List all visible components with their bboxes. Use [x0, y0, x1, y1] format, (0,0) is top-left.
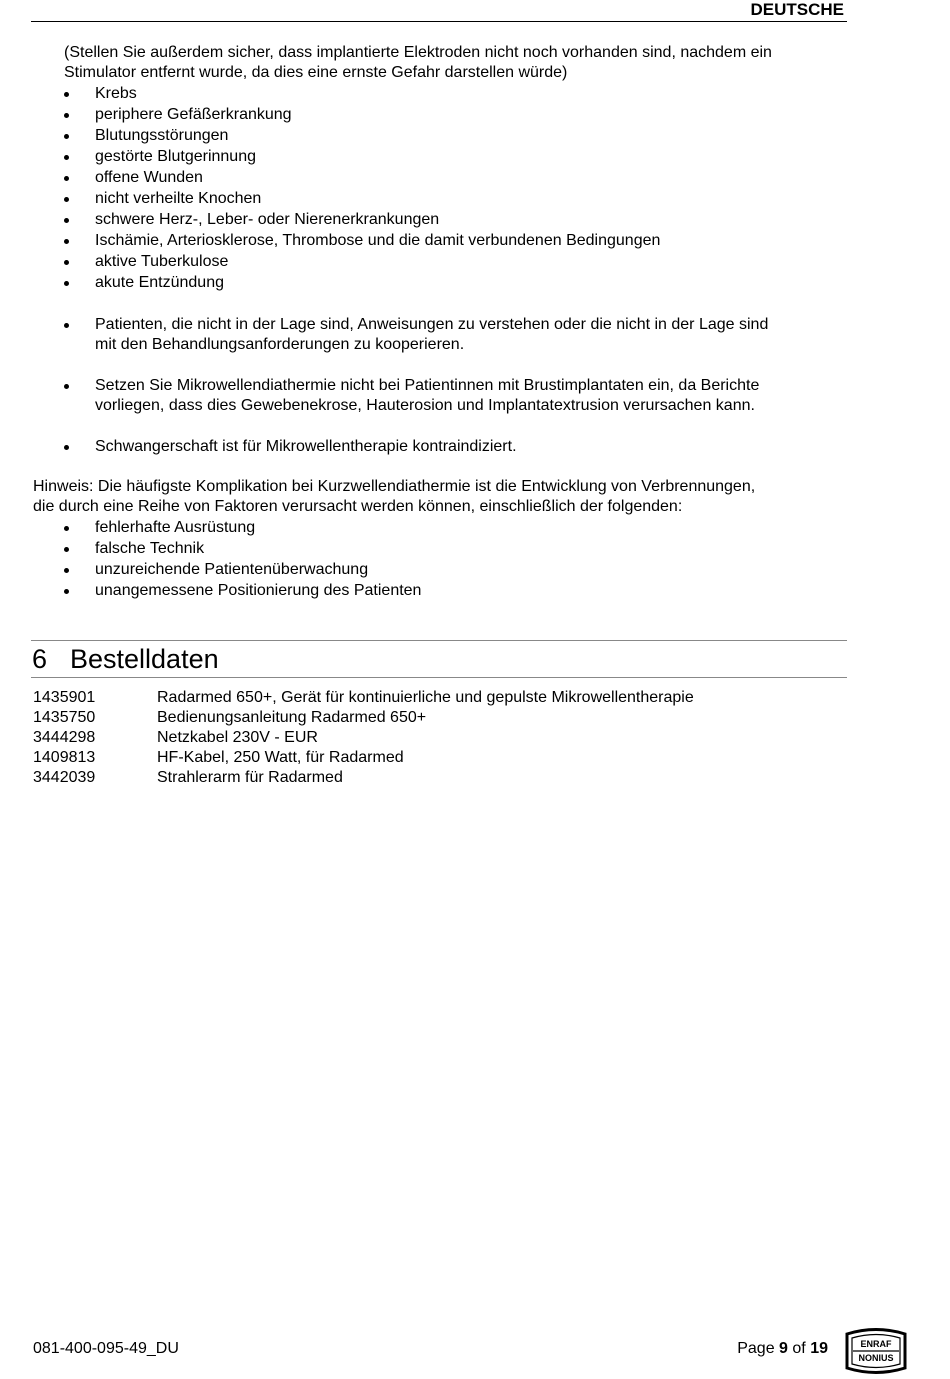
- enraf-nonius-logo-icon: [843, 1324, 909, 1376]
- section-heading: [32, 643, 219, 675]
- footer-doc-number: 081-400-095-49_DU: [33, 1340, 179, 1357]
- section-rule-top: [31, 640, 847, 641]
- bullet-icon: [64, 155, 69, 160]
- document-page: DEUTSCHE (Stellen Sie außerdem sicher, dass implantierte Elektroden nicht noch vorhanden sind, nachdem ein Stimulator entfernt wurde, da dies eine ernste Gefahr darstellen würde) Krebs periphere Gefäßerkrankung Blutungsstörungen gestörte Blutgerinnung offene Wunden nicht verheilte Knochen schwere Herz-, Leber- oder Nierenerkrankungen Ischämie, Arteriosklerose, Thrombose und die damit verbundenen Bedingungen aktive Tuberkulose akute Entzündung Patienten, die nicht in der Lage sind, Anweisungen zu verstehen oder die nicht in der Lage sind mit den Behandlungsanforderungen zu kooperieren. Setzen Sie Mikrowellendiathermie nicht bei Patientinnen mit Brustimplantaten ein, da Berichte vorliegen, dass dies Gewebenekrose, Hauterosion und Implantatextrusion verursachen kann. Schwangerschaft ist für Mikrowellentherapie kontraindiziert. Hinweis: Die häufigste Komplikation bei Kurzwellendiathermie ist die Entwicklung von Verbrennungen, die durch eine Reihe von Faktoren verursacht werden können, einschließlich der folgenden: fehlerhafte Ausrüstung falsche Technik unzureichende Patientenüberwachung unangemessene Positionierung des Patienten 6 Bestelldaten 1435901 Radarmed 650+, Gerät für kontinuierliche und gepulste Mikrowellentherapie 1435750 Bedienungsanleitung Radarmed 650+ 3444298 Netzkabel 230V - EUR 1409813 HF-Kabel, 250 Watt, für Radarmed 3442039 Strahlerarm für Radarmed 081-400-095-49_DU Page 9 of 19 ENRAF NONIUS: [0, 0, 950, 1379]
- order-code: 1435750: [33, 709, 96, 726]
- section-number: 6: [32, 644, 48, 674]
- header-rule: [31, 21, 847, 22]
- table-row: [33, 708, 694, 728]
- implants-line-2: vorliegen, dass dies Gewebenekrose, Hauterosion und Implantatextrusion verursachen kann.: [95, 397, 755, 414]
- bullet-icon: [64, 92, 69, 97]
- bullet-icon: [64, 526, 69, 531]
- bullet-icon: [64, 113, 69, 118]
- order-code: 1435901: [33, 689, 96, 706]
- note-line-1: (Stellen Sie außerdem sicher, dass implantierte Elektroden nicht noch vorhanden sind, nachdem ein: [64, 44, 772, 61]
- bullet-icon: [64, 323, 69, 328]
- order-code: 3444298: [33, 729, 96, 746]
- bullet-icon: [64, 260, 69, 265]
- order-description: Strahlerarm für Radarmed: [157, 769, 343, 786]
- patients-line-2: mit den Behandlungsanforderungen zu kooperieren.: [95, 336, 465, 353]
- logo-line-1: ENRAF: [860, 1339, 892, 1349]
- section-title: Bestelldaten: [70, 644, 219, 674]
- bullet-icon: [64, 589, 69, 594]
- order-description: HF-Kabel, 250 Watt, für Radarmed: [157, 749, 404, 766]
- hint-line-2: die durch eine Reihe von Faktoren verursacht werden können, einschließlich der folgenden:: [33, 498, 683, 515]
- table-row: [33, 768, 694, 788]
- pregnancy-text: Schwangerschaft ist für Mikrowellentherapie kontraindiziert.: [95, 438, 517, 455]
- logo-line-2: NONIUS: [858, 1353, 894, 1363]
- bullet-icon: [64, 547, 69, 552]
- order-table: [33, 688, 694, 788]
- page-prefix: Page: [737, 1340, 775, 1357]
- order-description: Bedienungsanleitung Radarmed 650+: [157, 709, 427, 726]
- bullet-icon: [64, 176, 69, 181]
- table-row: [33, 688, 694, 708]
- footer-page-number: [737, 1339, 828, 1359]
- table-row: [33, 748, 694, 768]
- bullet-icon: [64, 384, 69, 389]
- header-language: DEUTSCHE: [750, 0, 844, 19]
- implants-line-1: Setzen Sie Mikrowellendiathermie nicht bei Patientinnen mit Brustimplantaten ein, da Berichte: [95, 377, 760, 394]
- page-of: of: [792, 1340, 806, 1357]
- bullet-icon: [64, 239, 69, 244]
- order-code: 1409813: [33, 749, 96, 766]
- bullet-icon: [64, 197, 69, 202]
- section-rule-bottom: [31, 677, 847, 678]
- order-description: Netzkabel 230V - EUR: [157, 729, 318, 746]
- page-total: 19: [810, 1340, 828, 1357]
- bullet-icon: [64, 218, 69, 223]
- bullet-icon: [64, 134, 69, 139]
- hint-line-1: Hinweis: Die häufigste Komplikation bei Kurzwellendiathermie ist die Entwicklung von Verbrennungen,: [33, 478, 756, 495]
- order-description: Radarmed 650+, Gerät für kontinuierliche und gepulste Mikrowellentherapie: [157, 689, 694, 706]
- order-code: 3442039: [33, 769, 96, 786]
- patients-line-1: Patienten, die nicht in der Lage sind, Anweisungen zu verstehen oder die nicht in der Lage sind: [95, 316, 769, 333]
- bullet-icon: [64, 445, 69, 450]
- page-current: 9: [779, 1340, 788, 1357]
- bullet-icon: [64, 281, 69, 286]
- note-line-2: Stimulator entfernt wurde, da dies eine ernste Gefahr darstellen würde): [64, 64, 568, 81]
- table-row: [33, 728, 694, 748]
- bullet-icon: [64, 568, 69, 573]
